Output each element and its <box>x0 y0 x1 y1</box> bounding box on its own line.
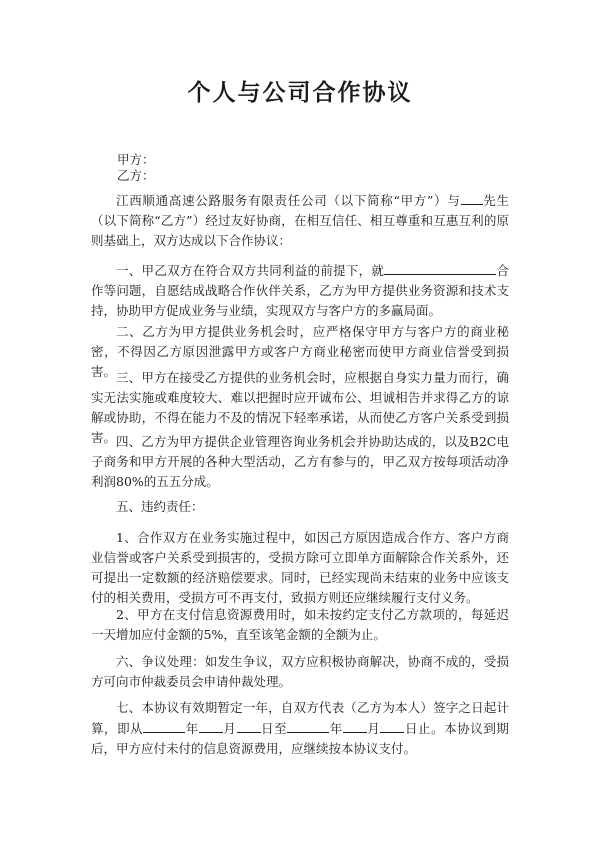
clause-6: 六、争议处理：如发生争议，双方应积极协商解决，协商不成的，受损方可向市仲裁委员会申请仲裁处理。 <box>91 654 509 689</box>
clause-5-2: 2、甲方在支付信息资源费用时，如未按约定支付乙方款项的，每延迟一天增加应付金额的5%，直至该笔金额的全额为止。 <box>91 607 509 642</box>
clause-5-heading: 五、违约责任： <box>116 499 204 514</box>
clause-7-month2: 月 <box>366 721 381 736</box>
start-month-blank <box>199 718 223 733</box>
party-b-name-blank <box>461 190 483 205</box>
clause-3: 三、甲方在接受乙方提供的业务机会时，应根据自身实力量力而行，确实无法实施或难度较大、难以把握时应开诚布公、坦诚相告并求得乙方的谅解或协助，不得在能力不及的情况下轻率承诺，从而使乙方客户关系受到损害。 <box>91 370 509 445</box>
clause-7-month1: 月 <box>222 721 237 736</box>
clause-7-year1: 年 <box>185 721 199 736</box>
intro-paragraph <box>91 190 509 251</box>
clause-7-year2: 年 <box>329 721 343 736</box>
clause-7-part1: 七、本协议有效期暂定一年，自双方代表（乙方为本人）签字之日起计算，即从 <box>91 700 509 736</box>
clause-4: 四、乙方为甲方提供企业管理咨询业务机会并协助达成的，以及B2C电子商务和甲方开展的各种大型活动，乙方有参与的，甲乙双方按每项活动净利润80%的五五分成。 <box>91 434 509 489</box>
intro-post: 先生（以下简称“乙方”）经过友好协商，在相互信任、相互尊重和互惠互利的原则基础上，双方达成以下合作协议： <box>91 193 509 248</box>
end-day-blank <box>380 718 404 733</box>
start-day-blank <box>237 718 261 733</box>
clause-1-post: 合作等问题，自愿结成战略合作伙伴关系，乙方为甲方提供业务资源和技术支持，协助甲方促成业务与业绩，实现双方与客户方的多赢局面。 <box>91 263 509 318</box>
clause-7-day2-end: 日止。本协议到期后，甲方应付未付的信息资源费用，应继续按本协议支付。 <box>91 721 509 756</box>
end-year-blank <box>287 718 329 733</box>
clause-2: 二、乙方为甲方提供业务机会时，应严格保守甲方与客户方的商业秘密，不得因乙方原因泄露甲方或客户方商业秘密而使甲方商业信誉受到损害。 <box>91 324 509 379</box>
end-month-blank <box>343 718 367 733</box>
party-a-label: 甲方： <box>117 152 155 167</box>
start-year-blank <box>143 718 185 733</box>
clause-7-day1-to: 日至 <box>260 721 288 736</box>
clause-1-pre: 一、甲乙双方在符合双方共同利益的前提下，就 <box>116 263 385 278</box>
party-b-label: 乙方： <box>117 168 155 183</box>
cooperation-topic-blank <box>384 260 496 275</box>
document-title: 个人与公司合作协议 <box>187 80 413 106</box>
clause-1 <box>91 260 509 321</box>
intro-pre: 江西顺通高速公路服务有限责任公司（以下简称“甲方”）与 <box>116 193 461 208</box>
clause-5-1: 1、合作双方在业务实施过程中，如因己方原因造成合作方、客户方商业信誉或客户关系受到损害的，受损方除可立即单方面解除合作关系外，还可提出一定数额的经济赔偿要求。同时，已经实现尚未结束的业务中应该支付的相关费用，受损方可不再支付，致损方则还应继续履行支付义务。 <box>91 530 509 605</box>
clause-7 <box>91 698 509 759</box>
